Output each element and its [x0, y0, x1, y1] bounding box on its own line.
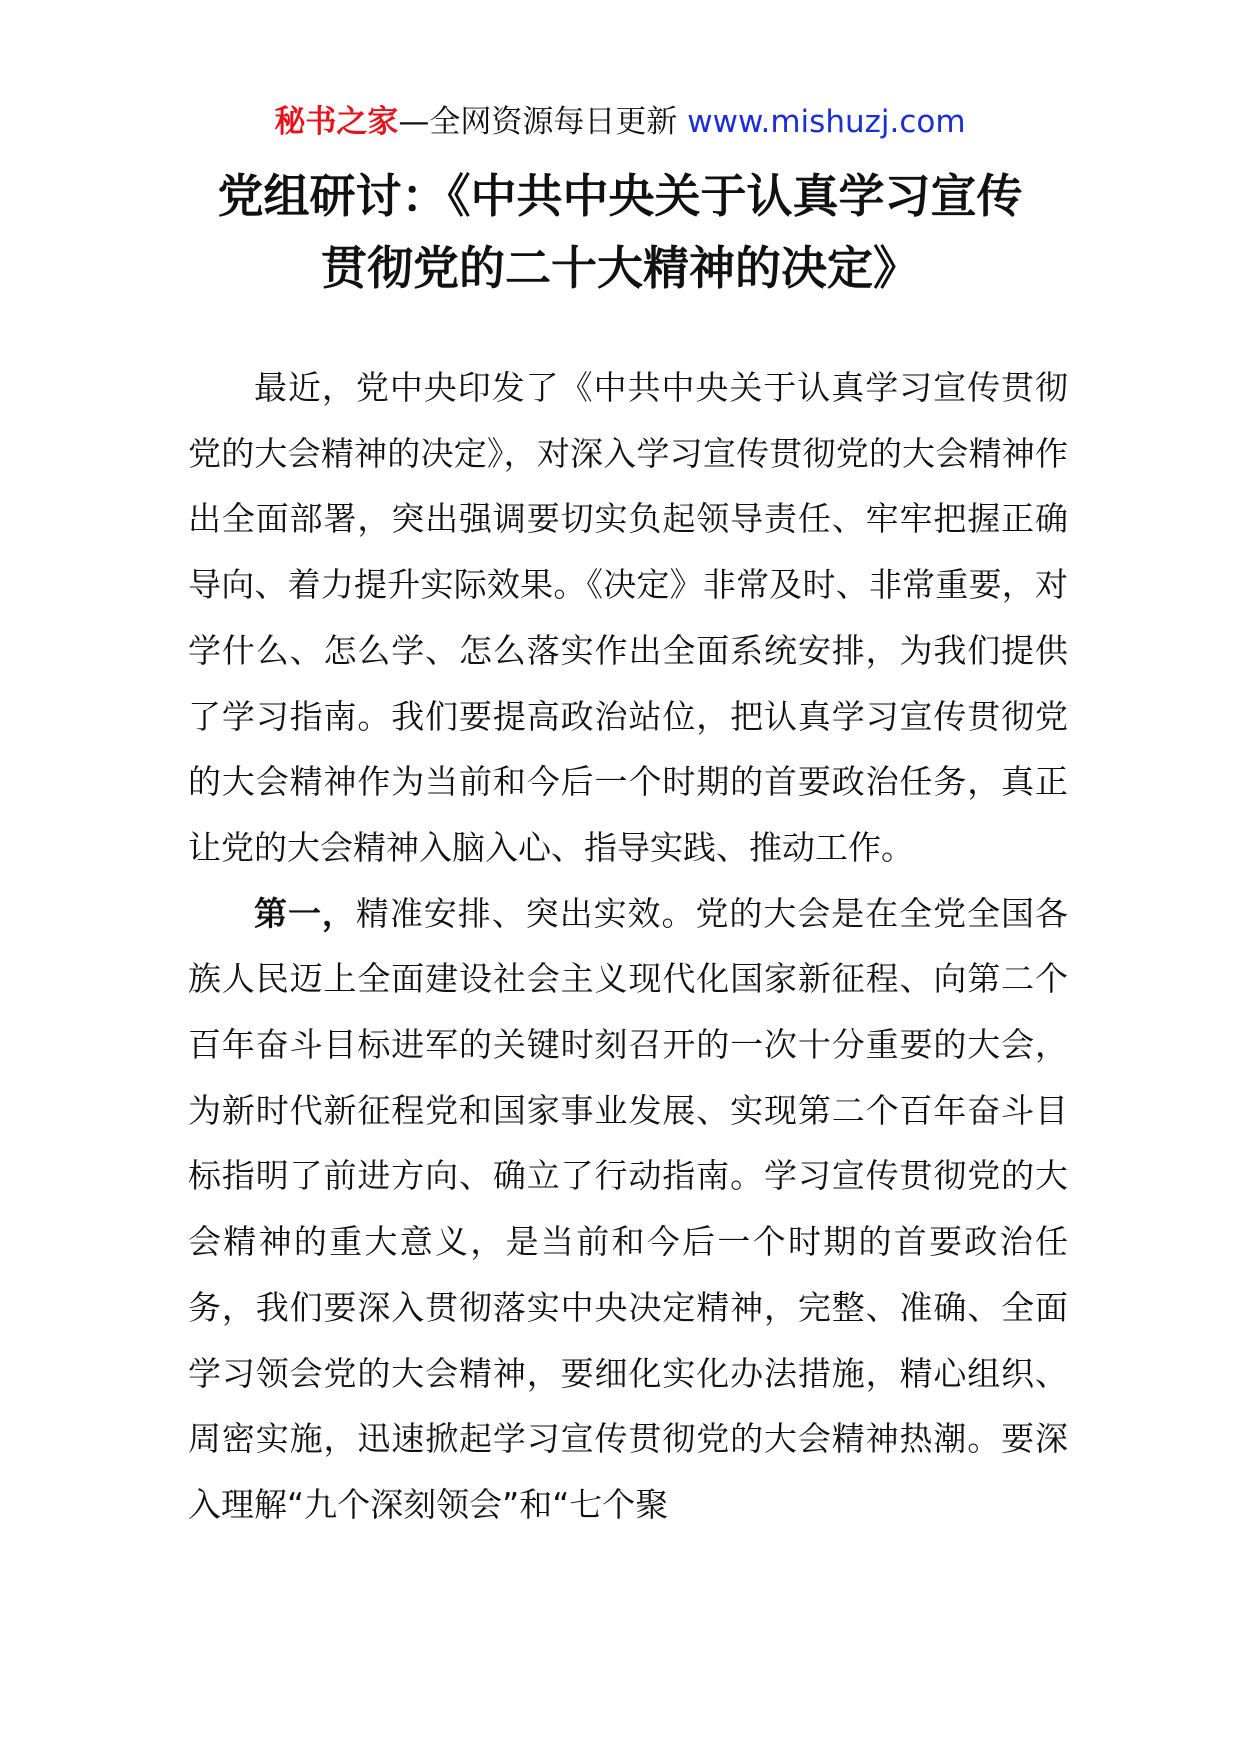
paragraph-text: 最近，党中央印发了《中共中央关于认真学习宣传贯彻党的大会精神的决定》，对深入学习宣传贯彻党的大会精神作出全面部署，突出强调要切实负起领导责任、牢牢把握正确导向、着力提升实际效果。《决定》非常及时、非常重要，对学什么、怎么学、怎么落实作出全面系统安排，为我们提供了学习指南。我们要提高政治站位，把认真学习宣传贯彻党的大会精神作为当前和今后一个时期的首要政治任务，真正让党的大会精神入脑入心、指导实践、推动工作。	[188, 368, 1068, 867]
document-title	[150, 160, 1090, 304]
document-body	[188, 355, 1068, 1538]
paragraph-intro	[188, 355, 1068, 881]
brand-name: 秘书之家	[274, 104, 399, 140]
header-slogan: —全网资源每日更新	[398, 104, 688, 140]
paragraph-first-point	[188, 881, 1068, 1538]
title-line-1: 党组研讨：《中共中央关于认真学习宣传	[217, 169, 1023, 223]
paragraph-text: 精准安排、突出实效。党的大会是在全党全国各族人民迈上全面建设社会主义现代化国家新征程、向第二个百年奋斗目标进军的关键时刻召开的一次十分重要的大会，为新时代新征程党和国家事业发展、实现第二个百年奋斗目标指明了前进方向、确立了行动指南。学习宣传贯彻党的大会精神的重大意义，是当前和今后一个时期的首要政治任务，我们要深入贯彻落实中央决定精神，完整、准确、全面学习领会党的大会精神，要细化实化办法措施，精心组织、周密实施，迅速掀起学习宣传贯彻党的大会精神热潮。要深入理解“九个深刻领会”和“七个聚	[188, 893, 1069, 1524]
title-line-2: 贯彻党的二十大精神的决定》	[321, 241, 919, 295]
paragraph-lead: 第一，	[254, 893, 356, 933]
site-header	[0, 100, 1240, 144]
site-url-link[interactable]: www.mishuzj.com	[687, 104, 966, 140]
